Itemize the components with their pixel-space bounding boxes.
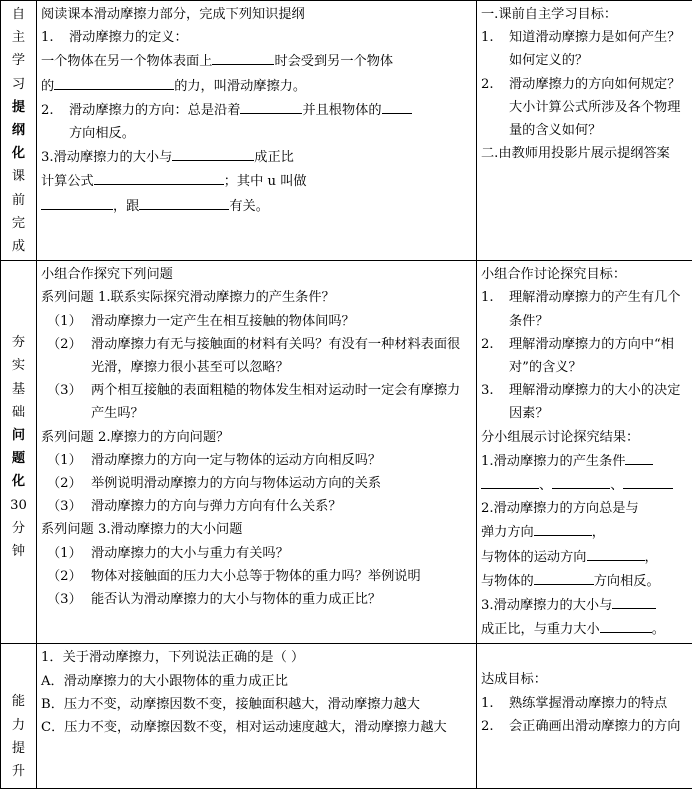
goal-number: 2. <box>481 73 509 143</box>
side-char: 升 <box>5 760 32 783</box>
mc-option-a[interactable]: A．滑动摩擦力的大小跟物体的重力成正比 <box>41 670 472 693</box>
fill-blank[interactable] <box>382 98 412 114</box>
side-char: 成 <box>5 235 32 258</box>
result-3-line2 <box>481 617 688 641</box>
side-char: 习 <box>5 73 32 96</box>
goal-number: 1. <box>481 692 509 715</box>
q1-text: 滑动摩擦力的定义： <box>69 30 188 45</box>
question-item <box>41 565 472 588</box>
side-char: 实 <box>5 354 32 377</box>
side-char: 提 <box>5 737 32 760</box>
question-item <box>41 449 472 472</box>
text: 方向相反。 <box>594 574 660 589</box>
goal-text: 熟练掌握滑动摩擦力的特点 <box>509 692 688 715</box>
question-number: （2） <box>41 333 91 379</box>
question-item <box>41 379 472 425</box>
result-2-line1: 2.滑动摩擦力的方向总是与 <box>481 497 688 520</box>
goal-text: 会正确画出滑动摩擦力的方向 <box>509 715 688 738</box>
side-char: 纲 <box>5 119 32 142</box>
goals-title: 达成目标： <box>481 668 688 691</box>
text: 成正比 <box>254 150 294 165</box>
section-preview <box>1 1 692 261</box>
goal-text: 理解滑动摩擦力的产生有几个条件？ <box>509 286 688 332</box>
side-char: 完 <box>5 212 32 235</box>
question-text: 滑动摩擦力的大小与重力有关吗？ <box>91 542 472 565</box>
result-2-line3 <box>481 545 688 569</box>
results-title: 分小组展示讨论探究结果： <box>481 426 688 449</box>
question-number: （1） <box>41 542 91 565</box>
series-2-title: 系列问题 2.摩擦力的方向问题？ <box>41 426 472 449</box>
section-basics <box>1 261 692 644</box>
text: 计算公式 <box>41 174 94 189</box>
side-char: 提 <box>5 96 32 119</box>
fill-blank[interactable] <box>41 194 113 210</box>
goal-text: 理解滑动摩擦力的大小的决定因素？ <box>509 379 688 425</box>
text: 滑动摩擦力的方向：总是沿着 <box>69 103 240 118</box>
fill-blank[interactable] <box>172 145 254 161</box>
goal-item <box>481 692 688 715</box>
question-item <box>41 472 472 495</box>
text: 成正比，与重力大小 <box>481 622 600 637</box>
text: ，跟 <box>113 199 139 214</box>
fill-blank[interactable] <box>481 473 539 489</box>
text: ， <box>592 525 605 540</box>
preview-goals <box>477 1 692 261</box>
question-text: 滑动摩擦力有无与接触面的材料有关吗？有没有一种材料表面很光滑，摩擦力很小甚至可以忽略？ <box>91 333 472 379</box>
goal-number: 2. <box>481 333 509 379</box>
question-text: 滑动摩擦力的方向与弹力方向有什么关系？ <box>91 495 472 518</box>
text: 有关。 <box>229 199 269 214</box>
fill-blank[interactable] <box>623 473 673 489</box>
question-number: （2） <box>41 472 91 495</box>
question-number: （1） <box>41 310 91 333</box>
q1-number: 1. <box>41 26 69 49</box>
question-item <box>41 333 472 379</box>
text: 。 <box>652 622 665 637</box>
q3-line3 <box>41 194 472 218</box>
mc-option-b[interactable]: B．压力不变，动摩擦因数不变，接触面积越大，滑动摩擦力越大 <box>41 693 472 716</box>
question-text: 举例说明滑动摩擦力的方向与物体运动方向的关系 <box>91 472 472 495</box>
side-char: 自 <box>5 3 32 26</box>
side-char: 主 <box>5 26 32 49</box>
side-char: 能 <box>5 690 32 713</box>
side-label-basics <box>1 261 37 644</box>
fill-blank[interactable] <box>240 98 302 114</box>
mc-option-c[interactable]: C．压力不变，动摩擦因数不变，相对运动速度越大，滑动摩擦力越大 <box>41 716 472 739</box>
text: 的 <box>41 79 54 94</box>
goal-item <box>481 715 688 738</box>
fill-blank[interactable] <box>534 520 592 536</box>
question-number: （3） <box>41 379 91 425</box>
side-char: 题 <box>5 447 32 470</box>
text: 与物体的运动方向 <box>481 550 587 565</box>
side-char: 力 <box>5 714 32 737</box>
q2-line2: 方向相反。 <box>41 122 472 145</box>
goal-item <box>481 286 688 332</box>
question-item <box>41 588 472 611</box>
q1-line1 <box>41 49 472 73</box>
result-1 <box>481 449 688 473</box>
preview-content <box>37 1 477 261</box>
question-number: （1） <box>41 449 91 472</box>
fill-blank[interactable] <box>612 593 656 609</box>
question-text: 能否认为滑动摩擦力的大小与物体的重力成正比？ <box>91 588 472 611</box>
section-ability <box>1 644 692 789</box>
q2-line1 <box>41 98 472 122</box>
text: 的力，叫滑动摩擦力。 <box>174 79 306 94</box>
goal-item <box>481 379 688 425</box>
side-char: 化 <box>5 470 32 493</box>
side-char: 课 <box>5 165 32 188</box>
side-char: 化 <box>5 142 32 165</box>
question-text: 滑动摩擦力的方向一定与物体的运动方向相反吗？ <box>91 449 472 472</box>
q1-line2 <box>41 74 472 98</box>
goal-number: 1. <box>481 26 509 72</box>
goal-item <box>481 73 688 143</box>
text: ；其中 u 叫做 <box>224 174 307 189</box>
side-char: 夯 <box>5 331 32 354</box>
ability-goals <box>477 644 692 789</box>
fill-blank[interactable] <box>54 74 174 90</box>
side-char: 钟 <box>5 540 32 563</box>
preview-intro: 阅读课本滑动摩擦力部分，完成下列知识提纲 <box>41 3 472 26</box>
separator: 、 <box>610 478 623 493</box>
basics-title: 小组合作探究下列问题 <box>41 263 472 286</box>
result-2-line4 <box>481 569 688 593</box>
separator: 、 <box>539 478 552 493</box>
side-char: 前 <box>5 189 32 212</box>
text: 时会受到另一个物体 <box>274 54 393 69</box>
q2-number: 2. <box>41 99 69 122</box>
basics-goals <box>477 261 692 644</box>
text: 一个物体在另一个物体表面上 <box>41 54 212 69</box>
question-number: （3） <box>41 495 91 518</box>
text: 并且根物体的 <box>302 103 381 118</box>
ability-content <box>37 644 477 789</box>
question-text: 滑动摩擦力一定产生在相互接触的物体间吗？ <box>91 310 472 333</box>
goals-title: 一.课前自主学习目标： <box>481 3 688 26</box>
q3-line1 <box>41 145 472 169</box>
basics-content <box>37 261 477 644</box>
text: 3.滑动摩擦力的大小与 <box>481 598 612 613</box>
goal-text: 知道滑动摩擦力是如何产生？如何定义的？ <box>509 26 688 72</box>
goal-number: 2. <box>481 715 509 738</box>
text: 弹力方向 <box>481 525 534 540</box>
fill-blank[interactable] <box>552 473 610 489</box>
question-number: （3） <box>41 588 91 611</box>
fill-blank[interactable] <box>139 194 229 210</box>
goals-note: 二.由教师用投影片展示提纲答案 <box>481 142 688 165</box>
result-1-blanks <box>481 473 688 497</box>
question-text: 物体对接触面的压力大小总等于物体的重力吗？举例说明 <box>91 565 472 588</box>
question-item <box>41 542 472 565</box>
fill-blank[interactable] <box>587 545 645 561</box>
result-2-line2 <box>481 520 688 544</box>
fill-blank[interactable] <box>94 169 224 185</box>
text: 3.滑动摩擦力的大小与 <box>41 150 172 165</box>
side-char: 问 <box>5 424 32 447</box>
text: ， <box>645 550 658 565</box>
side-label-ability <box>1 644 37 789</box>
side-char: 学 <box>5 49 32 72</box>
question-text: 两个相互接触的表面粗糙的物体发生相对运动时一定会有摩擦力产生吗？ <box>91 379 472 425</box>
fill-blank[interactable] <box>212 49 274 65</box>
side-char: 基 <box>5 378 32 401</box>
result-3-line1 <box>481 593 688 617</box>
goal-number: 3. <box>481 379 509 425</box>
goal-text: 理解滑动摩擦力的方向中“相对”的含义？ <box>509 333 688 379</box>
text: 与物体的 <box>481 574 534 589</box>
question-item <box>41 495 472 518</box>
side-char: 础 <box>5 401 32 424</box>
series-3-title: 系列问题 3.滑动摩擦力的大小问题 <box>41 518 472 541</box>
mc-question: 1．关于滑动摩擦力，下列说法正确的是（ ） <box>41 646 472 669</box>
fill-blank[interactable] <box>534 569 594 585</box>
side-label-preview <box>1 1 37 261</box>
side-char: 30 <box>5 494 32 517</box>
fill-blank[interactable] <box>600 617 652 633</box>
fill-blank[interactable] <box>625 449 653 465</box>
series-1-title: 系列问题 1.联系实际探究滑动摩擦力的产生条件？ <box>41 286 472 309</box>
text: 1.滑动摩擦力的产生条件 <box>481 454 625 469</box>
goal-text: 滑动摩擦力的方向如何规定？大小计算公式所涉及各个物理量的含义如何？ <box>509 73 688 143</box>
q3-line2 <box>41 169 472 193</box>
goal-number: 1. <box>481 286 509 332</box>
goals-title: 小组合作讨论探究目标： <box>481 263 688 286</box>
question-number: （2） <box>41 565 91 588</box>
q1-title <box>41 26 472 49</box>
question-item <box>41 310 472 333</box>
goal-item <box>481 333 688 379</box>
goal-item <box>481 26 688 72</box>
side-char: 分 <box>5 517 32 540</box>
